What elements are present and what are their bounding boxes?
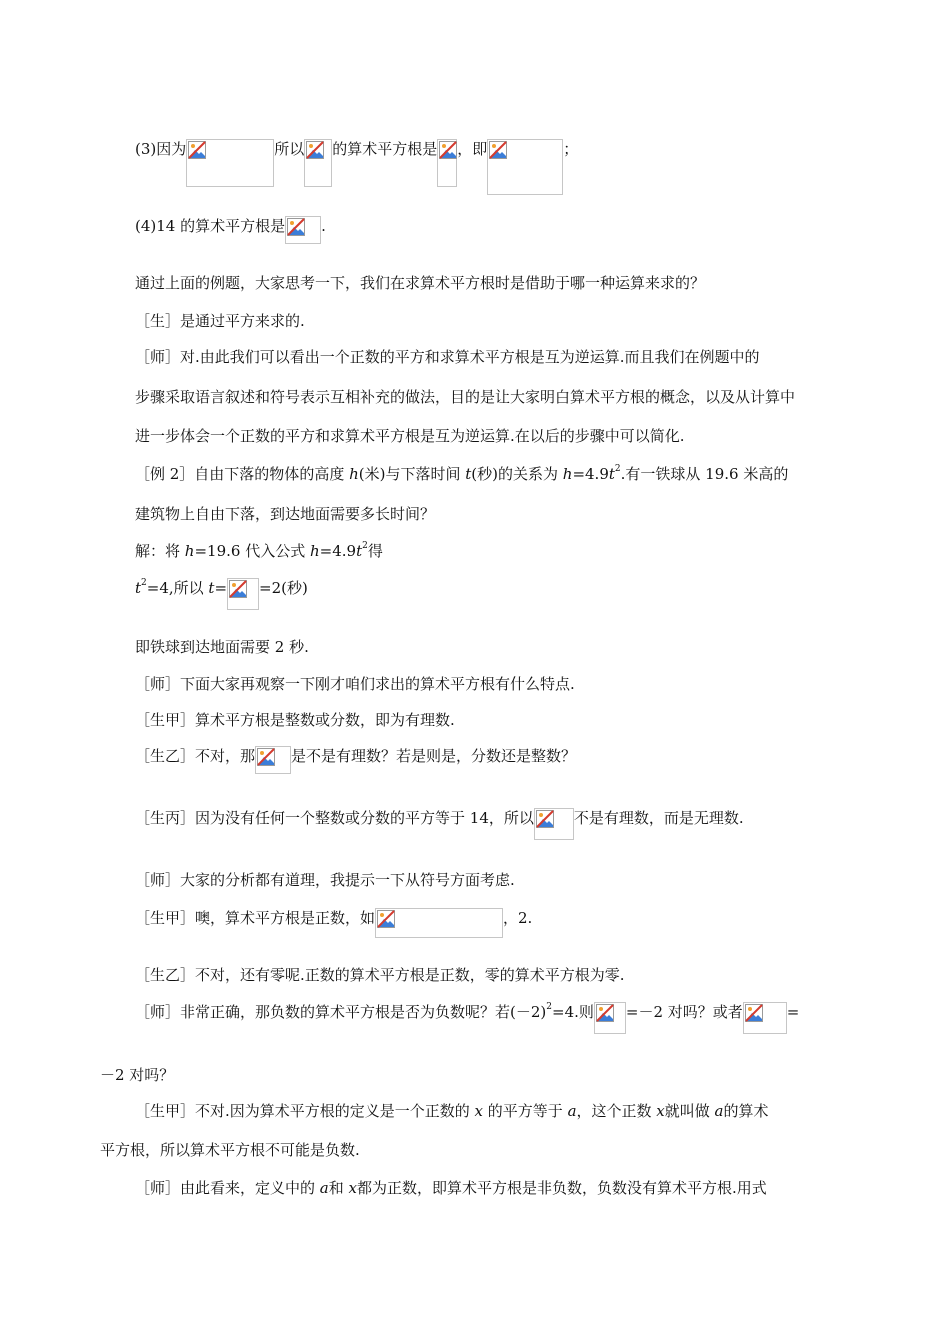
paragraph: ［生乙］不对，还有零呢.正数的算术平方根是正数，零的算术平方根为零. [135,966,625,984]
formula-image [255,746,291,774]
paragraph: 通过上面的例题，大家思考一下，我们在求算术平方根时是借助于哪一种运算来求的？ [135,274,706,292]
paragraph: 步骤采取语言叙述和符号表示互相补充的做法，目的是让大家明白算术平方根的概念，以及从计算中 [135,388,796,406]
formula-image [285,216,321,244]
broken-image-icon [489,141,507,159]
paragraph: 即铁球到达地面需要 2 秒. [135,638,309,656]
dialogue-line: ［生乙］不对，那 是不是有理数？若是则是，分数还是整数？ [135,746,576,774]
dialogue-line: ［生甲］噢，算术平方根是正数，如 ，2. [135,908,532,938]
formula-image [304,139,332,187]
dialogue-line: ［师］由此看来，定义中的 a和 x都为正数，即算术平方根是非负数，负数没有算术平方根.用式 [135,1179,767,1197]
broken-image-icon [536,810,554,828]
dialogue-line: ［师］非常正确，那负数的算术平方根是否为负数呢？若$(-2)^2=4$.则 =－2 对吗？或者 = [135,1002,799,1034]
formula-image [594,1002,626,1034]
solution-line-2: $t^2=4$,所以 t= =2(秒) [135,578,308,610]
paragraph: －2 对吗？ [100,1066,175,1084]
broken-image-icon [188,141,206,159]
formula-image [743,1002,787,1034]
broken-image-icon [229,580,247,598]
formula-image [487,139,563,195]
broken-image-icon [306,141,324,159]
example-2-line: ［例 2］自由下落的物体的高度 h(米)与下落时间 t(秒)的关系为 $h=4.9t^2$.有一铁球从 19.6 米高的 [135,464,789,483]
broken-image-icon [745,1004,763,1022]
paragraph: ［师］大家的分析都有道理，我提示一下从符号方面考虑. [135,871,515,889]
paragraph: ［生甲］算术平方根是整数或分数，即为有理数. [135,711,455,729]
paragraph: ［生］是通过平方来求的. [135,312,305,330]
broken-image-icon [596,1004,614,1022]
paragraph: 建筑物上自由下落，到达地面需要多长时间？ [135,505,436,523]
formula-image [227,578,259,610]
broken-image-icon [257,748,275,766]
formula-image [186,139,274,187]
formula-image [534,808,574,840]
step-3-line: (3)因为 所以 的算术平方根是 ，即 ； [135,139,578,195]
paragraph: ［师］对.由此我们可以看出一个正数的平方和求算术平方根是互为逆运算.而且我们在例题中的 [135,348,760,366]
step-4-line: (4)14 的算术平方根是 . [135,216,326,244]
broken-image-icon [439,141,457,159]
formula-image [437,139,457,187]
broken-image-icon [287,218,305,236]
broken-image-icon [377,910,395,928]
paragraph: 平方根，所以算术平方根不可能是负数. [100,1141,360,1159]
paragraph: 进一步体会一个正数的平方和求算术平方根是互为逆运算.在以后的步骤中可以简化. [135,427,685,445]
solution-line: 解：将 h=19.6 代入公式 $h=4.9t^2$得 [135,541,383,560]
formula-image [375,908,503,938]
paragraph: ［师］下面大家再观察一下刚才咱们求出的算术平方根有什么特点. [135,675,575,693]
dialogue-line: ［生甲］不对.因为算术平方根的定义是一个正数的 x 的平方等于 a，这个正数 x就叫做 a的算术 [135,1102,769,1120]
dialogue-line: ［生丙］因为没有任何一个整数或分数的平方等于 14，所以 不是有理数，而是无理数. [135,808,744,840]
